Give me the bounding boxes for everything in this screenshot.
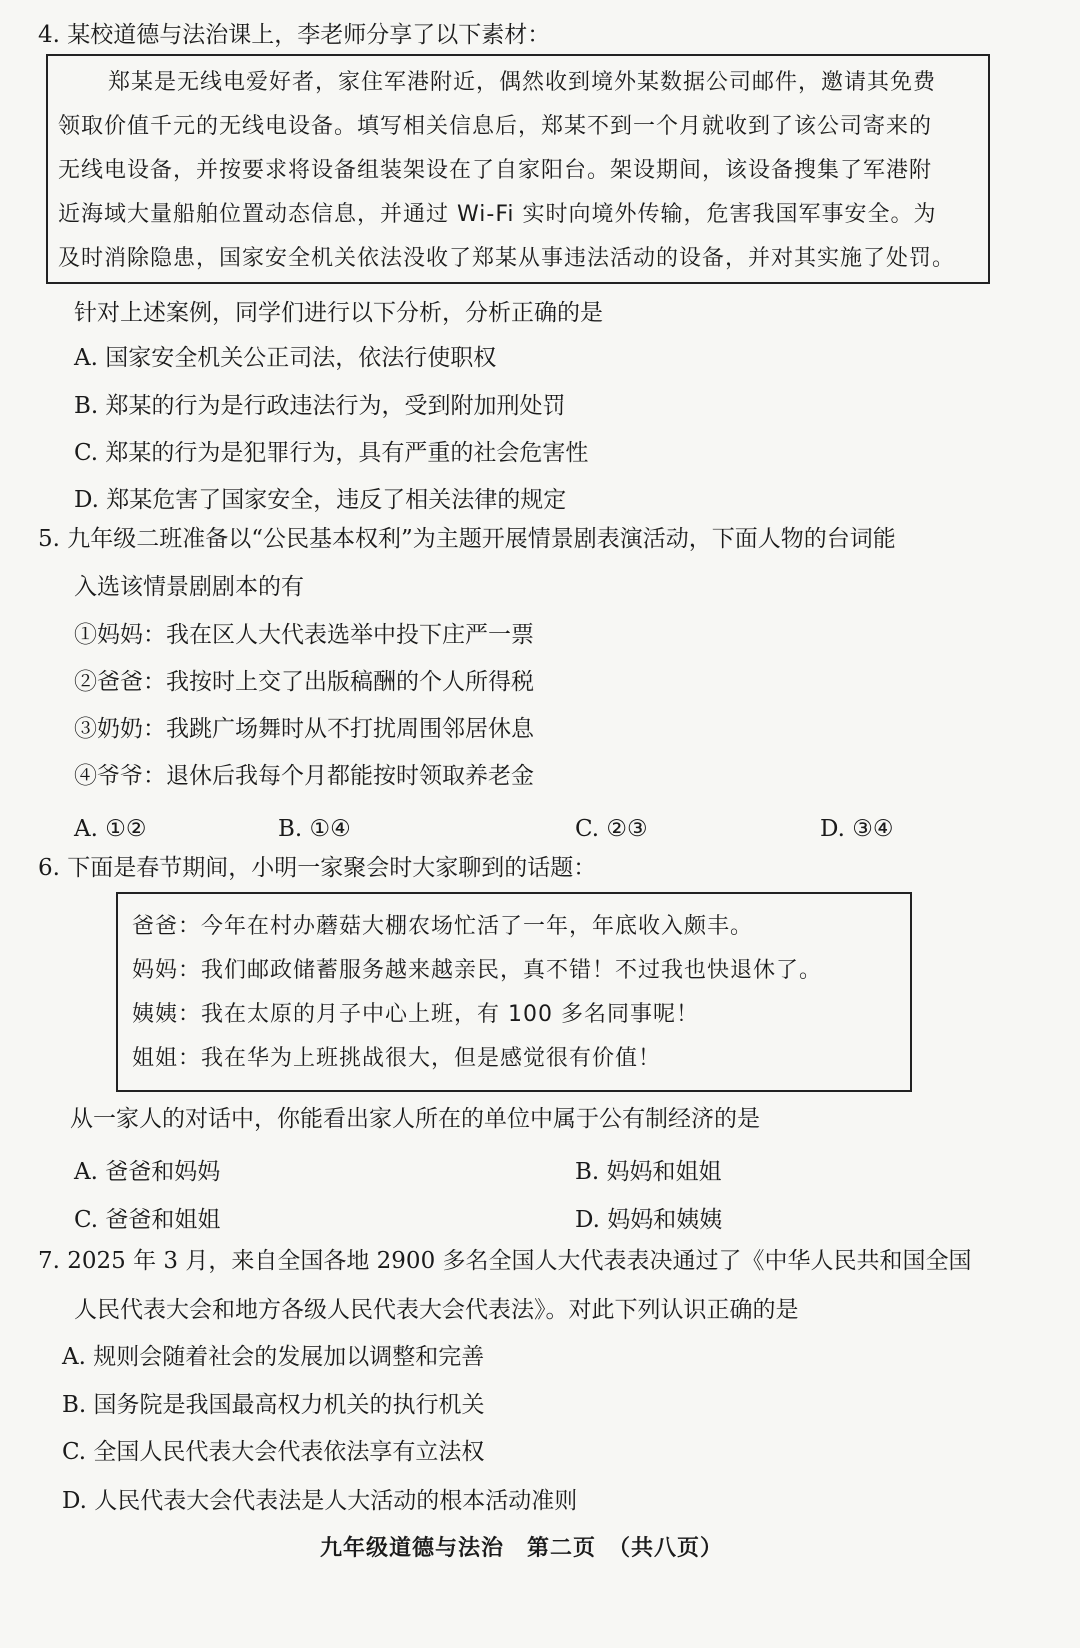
q6-question: 从一家人的对话中，你能看出家人所在的单位中属于公有制经济的是: [70, 1106, 760, 1132]
q4-material-line: 及时消除隐患，国家安全机关依法没收了郑某从事违法活动的设备，并对其实施了处罚。: [58, 246, 956, 271]
q4-material-line: 领取价值千元的无线电设备。填写相关信息后，郑某不到一个月就收到了该公司寄来的: [58, 114, 933, 139]
q7-stem-cont: 人民代表大会和地方各级人民代表大会代表法》。对此下列认识正确的是: [74, 1297, 799, 1323]
q6-dialogue-box: [116, 892, 912, 1092]
q4-stem: 4. 某校道德与法治课上，李老师分享了以下素材：: [38, 22, 551, 48]
q4-material-line: 无线电设备，并按要求将设备组装架设在了自家阳台。架设期间，该设备搜集了军港附: [58, 158, 933, 183]
q5-item: ②爸爸：我按时上交了出版稿酬的个人所得税: [74, 669, 534, 695]
q6-dialogue-line: 姨姨：我在太原的月子中心上班，有 100 多名同事呢！: [132, 1002, 699, 1027]
q4-option-b: B. 郑某的行为是行政违法行为，受到附加刑处罚: [74, 393, 566, 419]
q5-stem: 5. 九年级二班准备以“公民基本权利”为主题开展情景剧表演活动，下面人物的台词能: [38, 526, 896, 552]
q4-question: 针对上述案例，同学们进行以下分析，分析正确的是: [74, 300, 603, 326]
q7-option-d: D. 人民代表大会代表法是人大活动的根本活动准则: [62, 1488, 578, 1514]
q5-option-c: C. ②③: [575, 816, 648, 842]
q7-option-c: C. 全国人民代表大会代表依法享有立法权: [62, 1439, 485, 1465]
q6-dialogue-line: 爸爸：今年在村办蘑菇大棚农场忙活了一年，年底收入颇丰。: [132, 914, 754, 939]
q5-option-d: D. ③④: [820, 816, 894, 842]
q6-stem: 6. 下面是春节期间，小明一家聚会时大家聊到的话题：: [38, 855, 597, 881]
q6-option-a: A. 爸爸和妈妈: [74, 1159, 221, 1185]
q4-material-line: 近海域大量船舶位置动态信息，并通过 Wi-Fi 实时向境外传输，危害我国军事安全。为: [58, 202, 937, 227]
q7-stem: 7. 2025 年 3 月，来自全国各地 2900 多名全国人大代表表决通过了《中华人民共和国全国: [38, 1248, 972, 1274]
q6-option-c: C. 爸爸和姐姐: [74, 1207, 221, 1233]
q6-dialogue-line: 妈妈：我们邮政储蓄服务越来越亲民，真不错！不过我也快退休了。: [132, 958, 823, 983]
q4-option-d: D. 郑某危害了国家安全，违反了相关法律的规定: [74, 487, 567, 513]
q4-material-box: [46, 54, 990, 284]
q7-option-a: A. 规则会随着社会的发展加以调整和完善: [62, 1344, 485, 1370]
q5-item: ③奶奶：我跳广场舞时从不打扰周围邻居休息: [74, 716, 534, 742]
q6-option-b: B. 妈妈和姐姐: [575, 1159, 722, 1185]
page-footer: 九年级道德与法治 第二页 （共八页）: [320, 1536, 724, 1561]
q5-option-a: A. ①②: [74, 816, 147, 842]
q7-option-b: B. 国务院是我国最高权力机关的执行机关: [62, 1392, 485, 1418]
q4-material-line: 郑某是无线电爱好者，家住军港附近，偶然收到境外某数据公司邮件，邀请其免费: [108, 70, 937, 95]
q4-option-a: A. 国家安全机关公正司法，依法行使职权: [74, 345, 497, 371]
q5-item: ④爷爷：退休后我每个月都能按时领取养老金: [74, 763, 534, 789]
q6-option-d: D. 妈妈和姨姨: [575, 1207, 723, 1233]
q6-dialogue-line: 姐姐：我在华为上班挑战很大，但是感觉很有价值！: [132, 1046, 662, 1071]
q5-item: ①妈妈：我在区人大代表选举中投下庄严一票: [74, 622, 534, 648]
q5-option-b: B. ①④: [278, 816, 351, 842]
q5-stem-cont: 入选该情景剧剧本的有: [74, 574, 304, 600]
q4-option-c: C. 郑某的行为是犯罪行为，具有严重的社会危害性: [74, 440, 589, 466]
